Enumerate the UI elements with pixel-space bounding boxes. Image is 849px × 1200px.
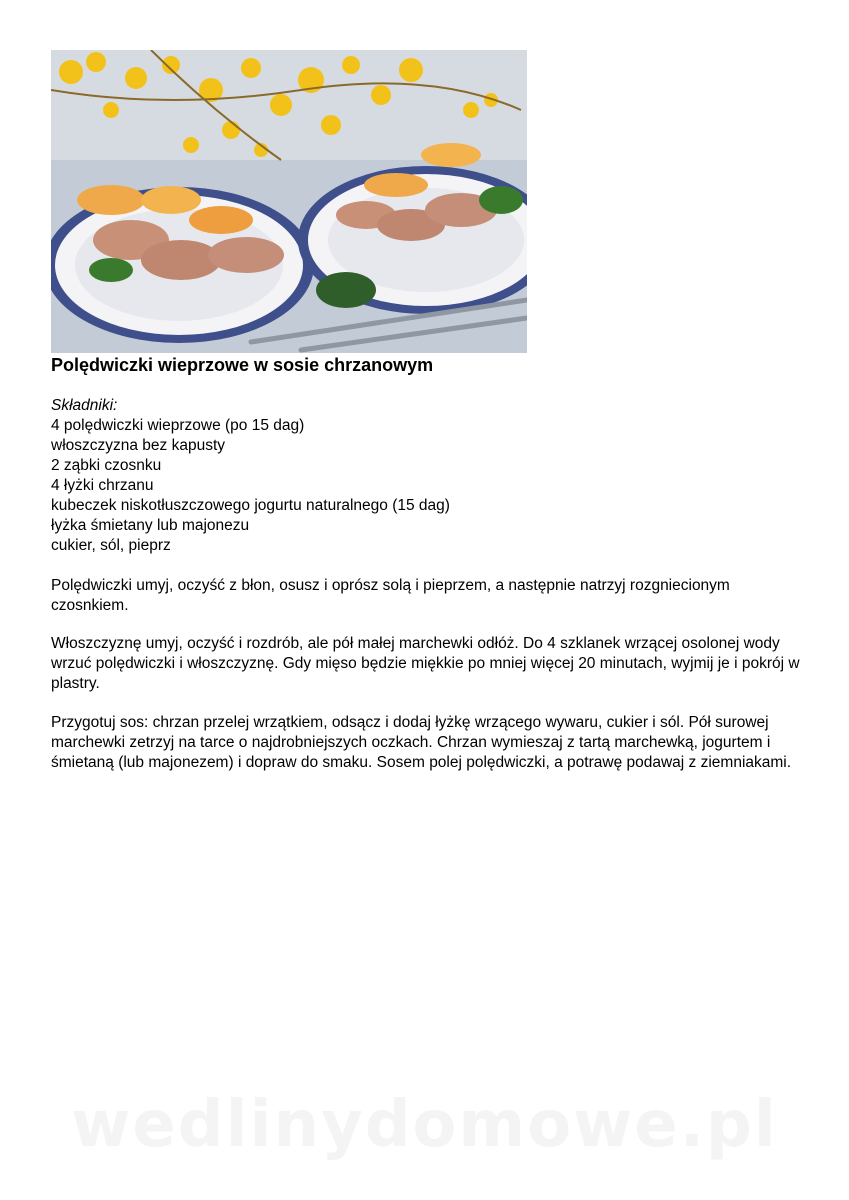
ingredient-item: 4 polędwiczki wieprzowe (po 15 dag) [51, 417, 305, 434]
dish-photo [51, 50, 527, 353]
ingredient-item: łyżka śmietany lub majonezu [51, 517, 250, 534]
ingredient-item: cukier, sól, pieprz [51, 537, 171, 554]
ingredient-item: włoszczyzna bez kapusty [51, 437, 226, 454]
ingredient-item: kubeczek niskotłuszczowego jogurtu naturalnego (15 dag) [51, 497, 450, 514]
ingredient-item: 2 ząbki czosnku [51, 457, 162, 474]
step-paragraph: Włoszczyznę umyj, oczyść i rozdrób, ale pół małej marchewki odłóż. Do 4 szklanek wrzącej osolonej wody wrzuć polędwiczki i włoszczyznę. Gdy mięso będzie miękkie po mniej więcej 20 minutach, wyjmij je i pokrój w plastry. [51, 635, 800, 692]
step-paragraph: Polędwiczki umyj, oczyść z błon, osusz i oprósz solą i pieprzem, a następnie natrzyj rozgniecionym czosnkiem. [51, 577, 730, 614]
ingredient-item: 4 łyżki chrzanu [51, 477, 154, 494]
ingredients-section [51, 396, 450, 556]
watermark: wedlinydomowe.pl [71, 1088, 778, 1162]
ingredients-list [51, 416, 450, 556]
step-paragraph: Przygotuj sos: chrzan przelej wrzątkiem, odsącz i dodaj łyżkę wrzącego wywaru, cukier i sól. Pół surowej marchewki zetrzyj na tarce o najdrobniejszych oczkach. Chrzan wymieszaj z tartą marchewką, jogurtem i śmietaną (lub majonezem) i dopraw do smaku. Sosem polej polędwiczki, a potrawę podawaj z ziemniakami. [51, 714, 792, 771]
recipe-title: Polędwiczki wieprzowe w sosie chrzanowym [51, 355, 434, 375]
ingredients-label: Składniki: [51, 397, 118, 414]
